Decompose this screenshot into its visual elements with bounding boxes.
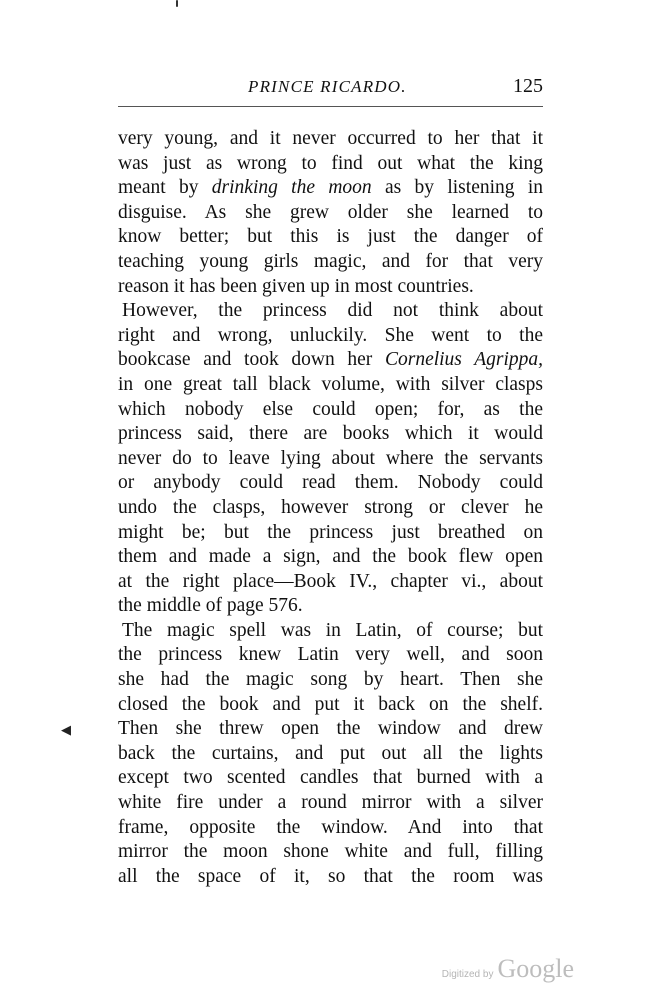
italic-phrase: Cornelius Agrippa, — [384, 349, 543, 371]
text-line: might be; but the princess just breathed on — [118, 521, 543, 543]
text-line: which nobody else could open; for, as the — [118, 398, 543, 420]
running-head — [118, 77, 543, 105]
header-rule — [118, 106, 543, 107]
text-line: closed the book and put it back on the shelf. — [118, 693, 543, 715]
running-title: PRINCE RICARDO. — [248, 77, 407, 96]
digitized-by-label: Digitized by — [441, 969, 494, 980]
text-line: However, the princess did not think about — [122, 300, 543, 322]
text-line: white fire under a round mirror with a silver — [118, 792, 543, 814]
text-line: reason it has been given up in most countries. — [118, 275, 474, 297]
text-line: in one great tall black volume, with silver clasps — [118, 373, 543, 395]
text-line: the princess knew Latin very well, and soon — [118, 644, 543, 666]
google-logo: Google — [497, 954, 574, 983]
text-line: disguise. As she grew older she learned to — [118, 201, 543, 223]
text-line: very young, and it never occurred to her that it — [118, 128, 543, 149]
top-speck — [176, 0, 178, 7]
text-line: right and wrong, unluckily. She went to the — [118, 324, 543, 346]
text-line: undo the clasps, however strong or clever he — [118, 496, 543, 518]
text-line: princess said, there are books which it would — [118, 423, 543, 445]
text-line: meant by drinking the moon as by listening in — [118, 177, 543, 199]
text-line: The magic spell was in Latin, of course; but — [122, 619, 543, 641]
page-number: 125 — [513, 75, 543, 97]
text-line: back the curtains, and put out all the lights — [118, 742, 543, 764]
text-line: them and made a sign, and the book flew open — [118, 546, 543, 568]
text-line: she had the magic song by heart. Then she — [118, 669, 543, 691]
text-line: all the space of it, so that the room was — [118, 865, 543, 887]
text-line: know better; but this is just the danger of — [118, 226, 543, 248]
text-line: mirror the moon shone white and full, filling — [118, 841, 543, 863]
italic-phrase: drinking the moon — [211, 177, 372, 199]
text-line: the middle of page 576. — [118, 595, 303, 617]
text-line: was just as wrong to find out what the king — [118, 152, 543, 174]
digitization-watermark — [442, 954, 574, 984]
text-line: except two scented candles that burned with a — [118, 767, 543, 789]
text-line: or anybody could read them. Nobody could — [118, 472, 543, 494]
text-line: bookcase and took down her Cornelius Agrippa, — [118, 349, 543, 371]
text-line: at the right place—Book IV., chapter vi., about — [118, 570, 543, 592]
text-line: teaching young girls magic, and for that very — [118, 250, 543, 272]
text-line: never do to leave lying about where the servants — [118, 447, 543, 469]
text-line: frame, opposite the window. And into that — [118, 816, 543, 838]
text-line: Then she threw open the window and drew — [118, 718, 543, 740]
margin-mark-icon: ◀ — [61, 722, 71, 737]
body-text — [118, 127, 543, 889]
